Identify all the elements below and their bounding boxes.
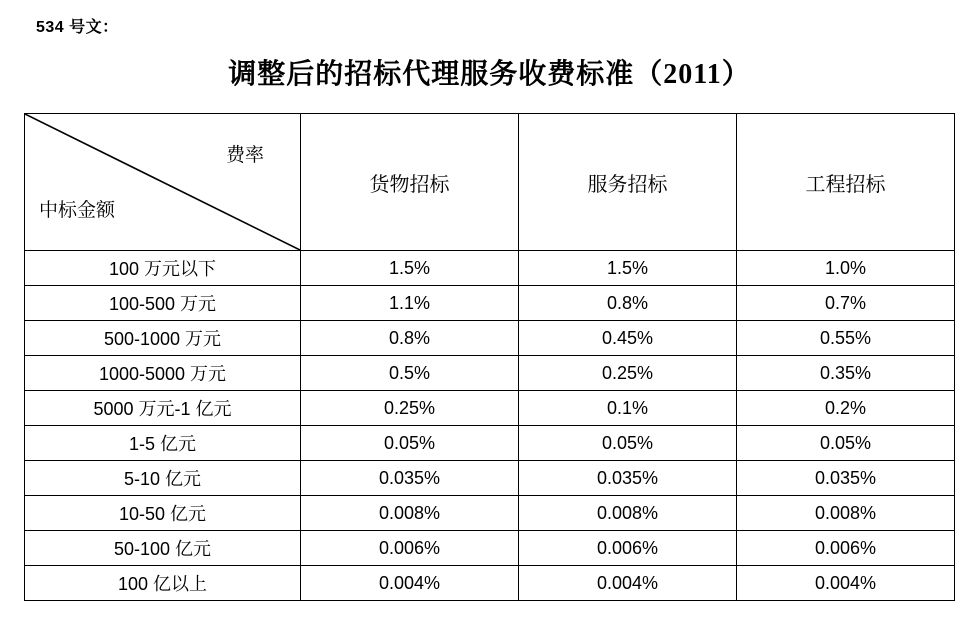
row-value-engineering: 0.55% <box>737 321 955 356</box>
row-value-engineering: 0.7% <box>737 286 955 321</box>
table-row <box>25 496 955 531</box>
row-value-service: 0.035% <box>519 461 737 496</box>
column-header-service: 服务招标 <box>519 114 737 251</box>
row-value-goods: 0.5% <box>301 356 519 391</box>
row-label: 100 亿以上 <box>25 566 301 601</box>
diagonal-divider-icon <box>25 114 300 250</box>
row-label: 1-5 亿元 <box>25 426 301 461</box>
row-value-service: 0.008% <box>519 496 737 531</box>
row-value-engineering: 0.004% <box>737 566 955 601</box>
table-row <box>25 286 955 321</box>
table-corner-header <box>25 114 301 251</box>
row-label: 5-10 亿元 <box>25 461 301 496</box>
row-value-engineering: 0.35% <box>737 356 955 391</box>
table-row <box>25 321 955 356</box>
row-label: 100-500 万元 <box>25 286 301 321</box>
row-value-engineering: 0.006% <box>737 531 955 566</box>
column-header-goods: 货物招标 <box>301 114 519 251</box>
row-label: 50-100 亿元 <box>25 531 301 566</box>
row-value-engineering: 0.035% <box>737 461 955 496</box>
corner-rate-label: 费率 <box>225 145 264 166</box>
row-label: 10-50 亿元 <box>25 496 301 531</box>
row-value-engineering: 0.008% <box>737 496 955 531</box>
row-value-service: 0.1% <box>519 391 737 426</box>
row-value-engineering: 1.0% <box>737 251 955 286</box>
corner-amount-label: 中标金额 <box>39 200 116 221</box>
row-value-goods: 0.006% <box>301 531 519 566</box>
table-row <box>25 426 955 461</box>
row-value-engineering: 0.05% <box>737 426 955 461</box>
row-value-service: 1.5% <box>519 251 737 286</box>
table-row <box>25 461 955 496</box>
row-value-goods: 0.8% <box>301 321 519 356</box>
table-row <box>25 531 955 566</box>
row-label: 500-1000 万元 <box>25 321 301 356</box>
row-value-goods: 1.1% <box>301 286 519 321</box>
row-label: 5000 万元-1 亿元 <box>25 391 301 426</box>
row-value-service: 0.25% <box>519 356 737 391</box>
page-title: 调整后的招标代理服务收费标准（2011） <box>228 59 751 90</box>
row-value-service: 0.006% <box>519 531 737 566</box>
row-value-goods: 0.05% <box>301 426 519 461</box>
table-row <box>25 391 955 426</box>
row-value-service: 0.8% <box>519 286 737 321</box>
row-value-goods: 0.25% <box>301 391 519 426</box>
column-header-engineering: 工程招标 <box>737 114 955 251</box>
table-row <box>25 356 955 391</box>
row-value-engineering: 0.2% <box>737 391 955 426</box>
row-label: 100 万元以下 <box>25 251 301 286</box>
fee-standard-table <box>24 113 955 601</box>
row-value-goods: 0.004% <box>301 566 519 601</box>
row-label: 1000-5000 万元 <box>25 356 301 391</box>
row-value-goods: 1.5% <box>301 251 519 286</box>
document-reference: 534 号文： <box>36 19 119 36</box>
row-value-goods: 0.035% <box>301 461 519 496</box>
row-value-service: 0.05% <box>519 426 737 461</box>
row-value-service: 0.45% <box>519 321 737 356</box>
table-row <box>25 251 955 286</box>
table-header-row <box>25 114 955 251</box>
row-value-goods: 0.008% <box>301 496 519 531</box>
row-value-service: 0.004% <box>519 566 737 601</box>
table-row <box>25 566 955 601</box>
